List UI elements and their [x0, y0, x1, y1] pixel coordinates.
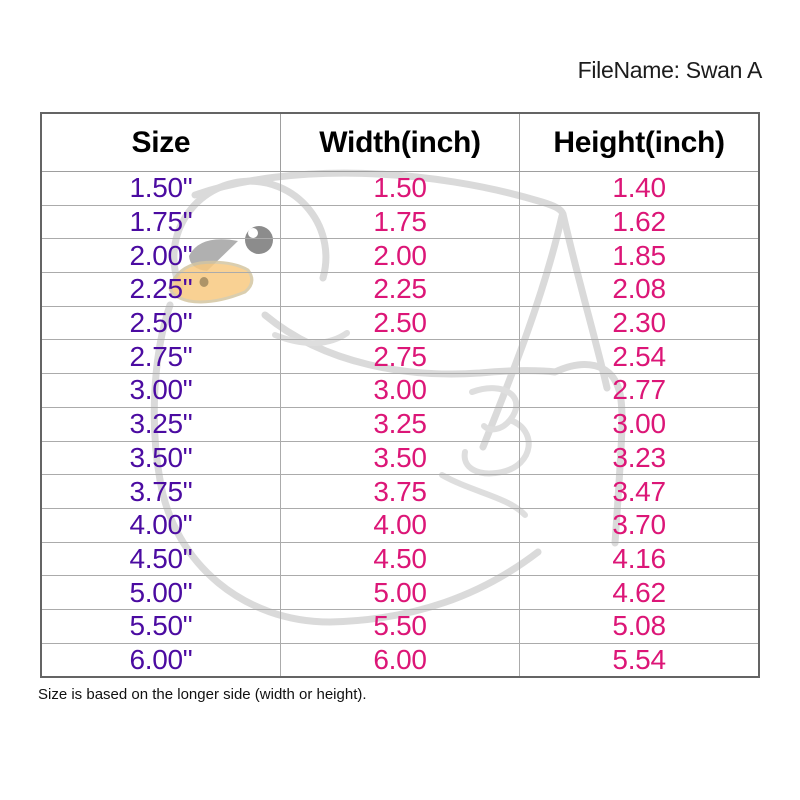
height-cell: 2.54	[520, 340, 759, 374]
height-cell: 5.08	[520, 609, 759, 643]
size-cell: 1.75"	[41, 205, 280, 239]
size-cell: 5.00"	[41, 576, 280, 610]
width-cell: 4.00	[280, 508, 519, 542]
height-cell: 3.00	[520, 407, 759, 441]
height-cell: 4.16	[520, 542, 759, 576]
size-cell: 2.50"	[41, 306, 280, 340]
table-row	[41, 643, 759, 677]
footnote-text: Size is based on the longer side (width or height).	[38, 686, 367, 703]
table-row	[41, 306, 759, 340]
table-row	[41, 340, 759, 374]
width-cell: 3.75	[280, 475, 519, 509]
width-cell: 6.00	[280, 643, 519, 677]
height-cell: 2.08	[520, 273, 759, 307]
table-row	[41, 273, 759, 307]
size-cell: 2.25"	[41, 273, 280, 307]
height-cell: 2.30	[520, 306, 759, 340]
width-cell: 5.00	[280, 576, 519, 610]
width-cell: 3.00	[280, 374, 519, 408]
height-cell: 1.62	[520, 205, 759, 239]
height-cell: 1.85	[520, 239, 759, 273]
header-size: Size	[41, 113, 280, 172]
width-cell: 4.50	[280, 542, 519, 576]
table-row	[41, 205, 759, 239]
width-cell: 1.50	[280, 172, 519, 206]
size-cell: 3.00"	[41, 374, 280, 408]
width-cell: 3.25	[280, 407, 519, 441]
header-height: Height(inch)	[520, 113, 759, 172]
size-cell: 2.75"	[41, 340, 280, 374]
height-cell: 1.40	[520, 172, 759, 206]
size-cell: 3.75"	[41, 475, 280, 509]
size-cell: 4.50"	[41, 542, 280, 576]
height-cell: 3.23	[520, 441, 759, 475]
table-row	[41, 441, 759, 475]
height-cell: 4.62	[520, 576, 759, 610]
header-width: Width(inch)	[280, 113, 519, 172]
size-cell: 5.50"	[41, 609, 280, 643]
table-row	[41, 475, 759, 509]
height-cell: 2.77	[520, 374, 759, 408]
width-cell: 2.75	[280, 340, 519, 374]
table-row	[41, 609, 759, 643]
table-row	[41, 172, 759, 206]
size-cell: 3.50"	[41, 441, 280, 475]
width-cell: 2.25	[280, 273, 519, 307]
table-row	[41, 542, 759, 576]
size-cell: 6.00"	[41, 643, 280, 677]
table-body	[41, 172, 759, 678]
table-row	[41, 239, 759, 273]
size-chart-table	[40, 112, 760, 678]
width-cell: 1.75	[280, 205, 519, 239]
table-row	[41, 407, 759, 441]
size-cell: 4.00"	[41, 508, 280, 542]
size-cell: 2.00"	[41, 239, 280, 273]
size-cell: 1.50"	[41, 172, 280, 206]
table-header-row	[41, 113, 759, 172]
table-row	[41, 374, 759, 408]
width-cell: 2.50	[280, 306, 519, 340]
height-cell: 5.54	[520, 643, 759, 677]
filename-label: FileName: Swan A	[577, 57, 762, 83]
width-cell: 3.50	[280, 441, 519, 475]
width-cell: 5.50	[280, 609, 519, 643]
table-row	[41, 576, 759, 610]
height-cell: 3.47	[520, 475, 759, 509]
size-cell: 3.25"	[41, 407, 280, 441]
width-cell: 2.00	[280, 239, 519, 273]
height-cell: 3.70	[520, 508, 759, 542]
table-row	[41, 508, 759, 542]
